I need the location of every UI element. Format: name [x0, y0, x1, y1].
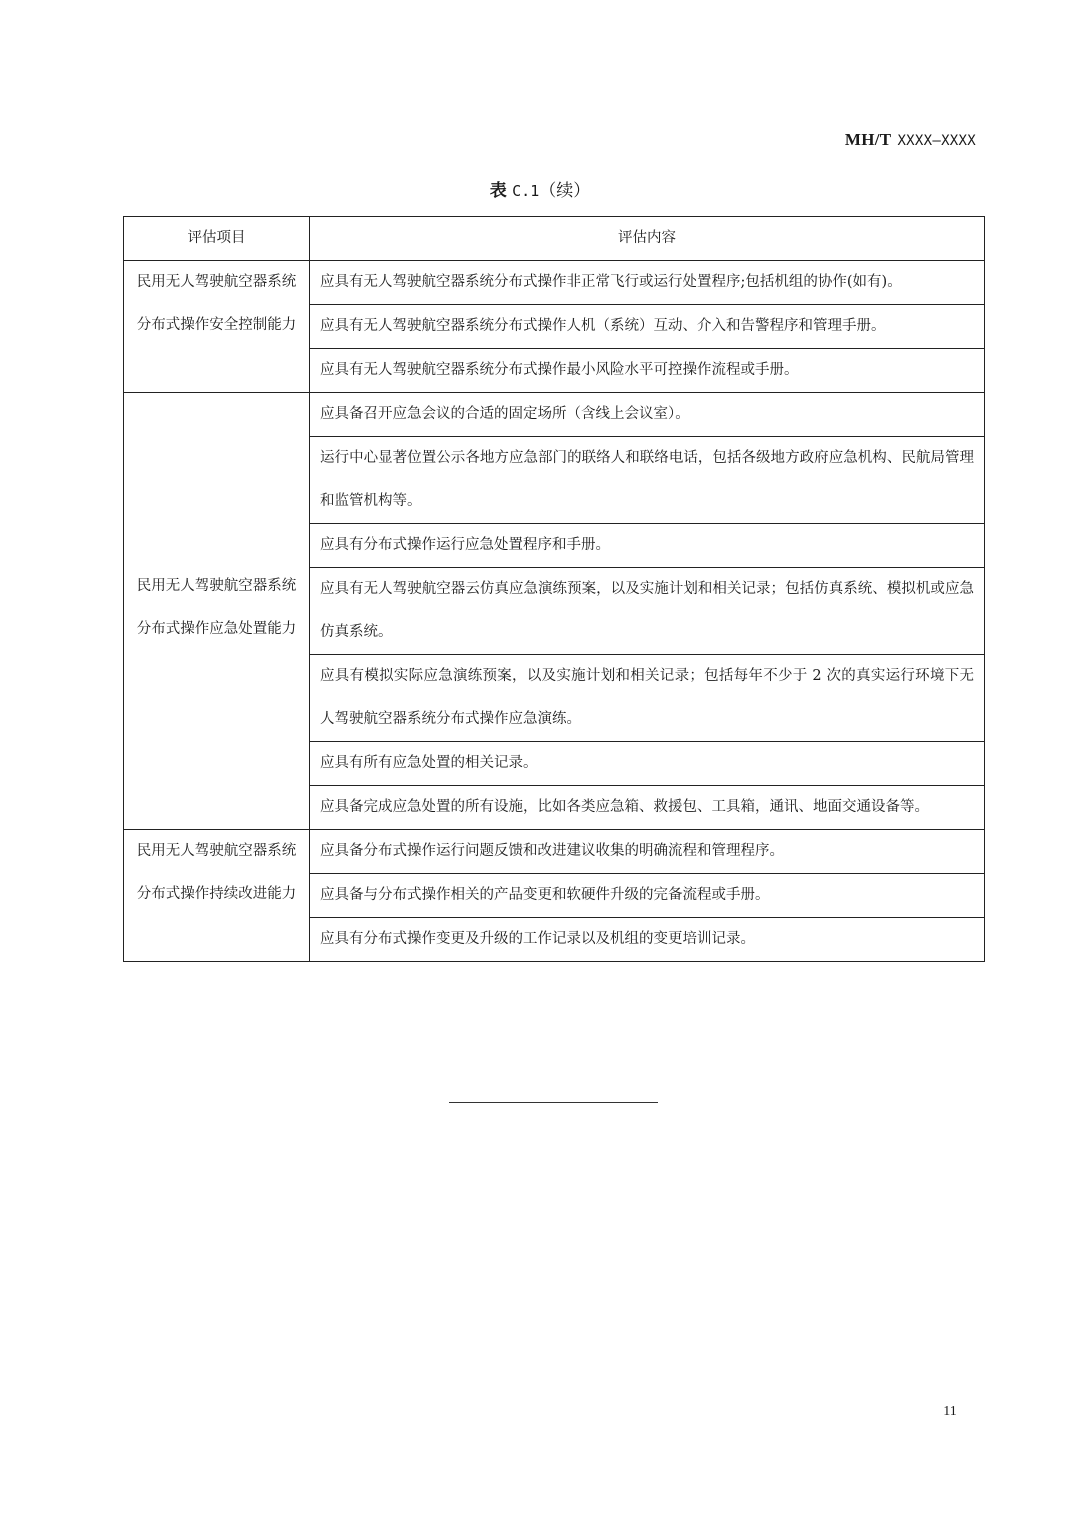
document-code-prefix: MH/T: [844, 130, 892, 149]
assessment-content: 应具备完成应急处置的所有设施，比如各类应急箱、救援包、工具箱，通讯、地面交通设备等。: [310, 786, 985, 830]
assessment-content: 应具有分布式操作运行应急处置程序和手册。: [310, 524, 985, 568]
assessment-item-emergency-handling: [124, 393, 310, 830]
assessment-content: 应具有所有应急处置的相关记录。: [310, 742, 985, 786]
assessment-table: [123, 216, 985, 962]
table-row: [124, 393, 985, 437]
table-row: [124, 830, 985, 874]
document-code-number: XXXX—XXXX: [897, 133, 976, 149]
assessment-item-continuous-improvement: 民用无人驾驶航空器系统分布式操作持续改进能力: [124, 830, 310, 962]
assessment-content: 应具有无人驾驶航空器系统分布式操作最小风险水平可控操作流程或手册。: [310, 349, 985, 393]
assessment-content: 应具备召开应急会议的合适的固定场所（含线上会议室）。: [310, 393, 985, 437]
assessment-item-safety-control: 民用无人驾驶航空器系统分布式操作安全控制能力: [124, 261, 310, 393]
assessment-content: 应具有分布式操作变更及升级的工作记录以及机组的变更培训记录。: [310, 918, 985, 962]
table-caption-prefix: 表: [489, 181, 507, 201]
table-caption-number: C.1: [512, 182, 540, 200]
assessment-content: 应具有无人驾驶航空器云仿真应急演练预案，以及实施计划和相关记录；包括仿真系统、模拟机或应急仿真系统。: [310, 568, 985, 655]
assessment-item-label: 民用无人驾驶航空器系统分布式操作应急处置能力: [136, 578, 297, 637]
end-of-standard-rule: [449, 1102, 658, 1103]
header-assessment-item: 评估项目: [124, 217, 310, 261]
table-caption: [0, 176, 1080, 201]
assessment-content: 应具备分布式操作运行问题反馈和改进建议收集的明确流程和管理程序。: [310, 830, 985, 874]
assessment-content: 应具有无人驾驶航空器系统分布式操作人机（系统）互动、介入和告警程序和管理手册。: [310, 305, 985, 349]
assessment-content: 应具有无人驾驶航空器系统分布式操作非正常飞行或运行处置程序;包括机组的协作(如有)。: [310, 261, 985, 305]
page-number: 11: [943, 1404, 957, 1419]
assessment-content: 应具有模拟实际应急演练预案，以及实施计划和相关记录；包括每年不少于 2 次的真实运行环境下无人驾驶航空器系统分布式操作应急演练。: [310, 655, 985, 742]
table-header-row: [124, 217, 985, 261]
document-code: [845, 130, 976, 150]
header-assessment-content: 评估内容: [310, 217, 985, 261]
assessment-content: 运行中心显著位置公示各地方应急部门的联络人和联络电话，包括各级地方政府应急机构、民航局管理和监管机构等。: [310, 437, 985, 524]
table-row: [124, 261, 985, 305]
table-caption-suffix: （续）: [539, 181, 591, 201]
assessment-content: 应具备与分布式操作相关的产品变更和软硬件升级的完备流程或手册。: [310, 874, 985, 918]
